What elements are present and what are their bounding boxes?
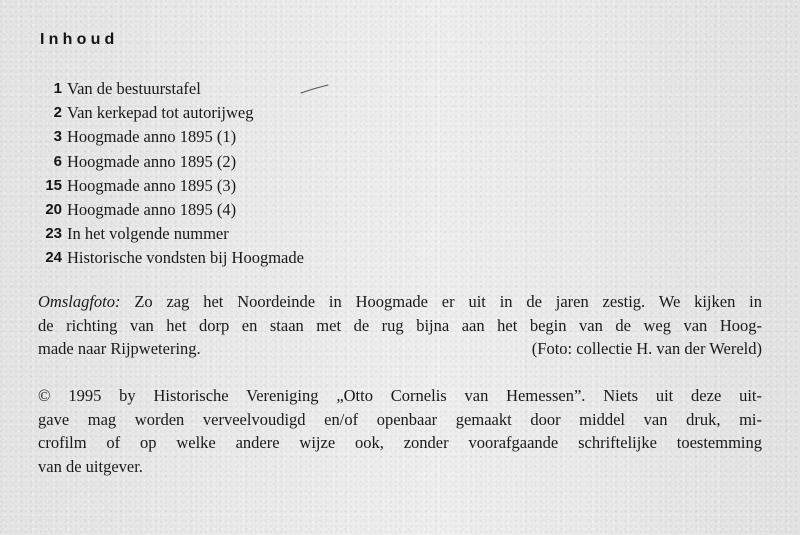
toc-page-number: 3 (53, 128, 62, 146)
caption-text: Zo zag het Noordeinde in Hoogmade er uit in de jaren zestig. We kijken in (134, 292, 762, 311)
copyright-line: © 1995 by Historische Vereniging „Otto Cornelis van Hemessen”. Niets uit deze uit- (38, 386, 762, 405)
caption-line: de richting van het dorp en staan met de rug bijna aan het begin van de weg van Hoog- (38, 315, 762, 335)
cover-caption (38, 290, 762, 361)
caption-lead: Omslagfoto: (38, 292, 121, 311)
toc-entry (0, 224, 420, 248)
toc-page-number: 2 (53, 104, 62, 122)
toc-entry (0, 200, 420, 224)
caption-line (38, 290, 762, 314)
toc-entry (0, 152, 420, 176)
toc-entry (0, 176, 420, 200)
copyright-line: crofilm of op welke andere wijze ook, zonder voorafgaande schriftelijke toestemming (38, 433, 762, 452)
toc-title: Historische vondsten bij Hoogmade (67, 248, 304, 268)
toc-page-number: 20 (45, 200, 62, 218)
toc-entry (0, 127, 420, 151)
toc-title: In het volgende nummer (67, 224, 229, 244)
toc-entry (0, 103, 420, 127)
toc-page-number: 24 (45, 249, 62, 267)
copyright-line: gave mag worden verveelvoudigd en/of openbaar gemaakt door middel van druk, mi- (38, 409, 762, 429)
page-heading: Inhoud (40, 31, 119, 48)
toc-page-number: 1 (53, 80, 62, 97)
table-of-contents (0, 79, 420, 273)
caption-text: made naar Rijpwetering. (38, 339, 201, 358)
toc-page-number: 15 (45, 176, 62, 194)
toc-title: Hoogmade anno 1895 (2) (67, 151, 237, 171)
toc-entry (0, 248, 420, 272)
copyright-line: van de uitgever. (38, 456, 143, 476)
toc-title: Van de bestuurstafel (67, 79, 201, 98)
copyright-notice (38, 384, 762, 478)
toc-page-number: 23 (45, 225, 62, 243)
toc-entry (0, 79, 420, 103)
toc-title: Hoogmade anno 1895 (3) (67, 175, 237, 195)
photo-credit: (Foto: collectie H. van der Wereld) (531, 339, 762, 358)
caption-last-line (38, 337, 762, 361)
toc-title: Van kerkepad tot autorijweg (67, 103, 254, 123)
toc-page-number: 6 (53, 152, 62, 170)
toc-title: Hoogmade anno 1895 (1) (67, 127, 237, 147)
toc-title: Hoogmade anno 1895 (4) (67, 199, 237, 219)
